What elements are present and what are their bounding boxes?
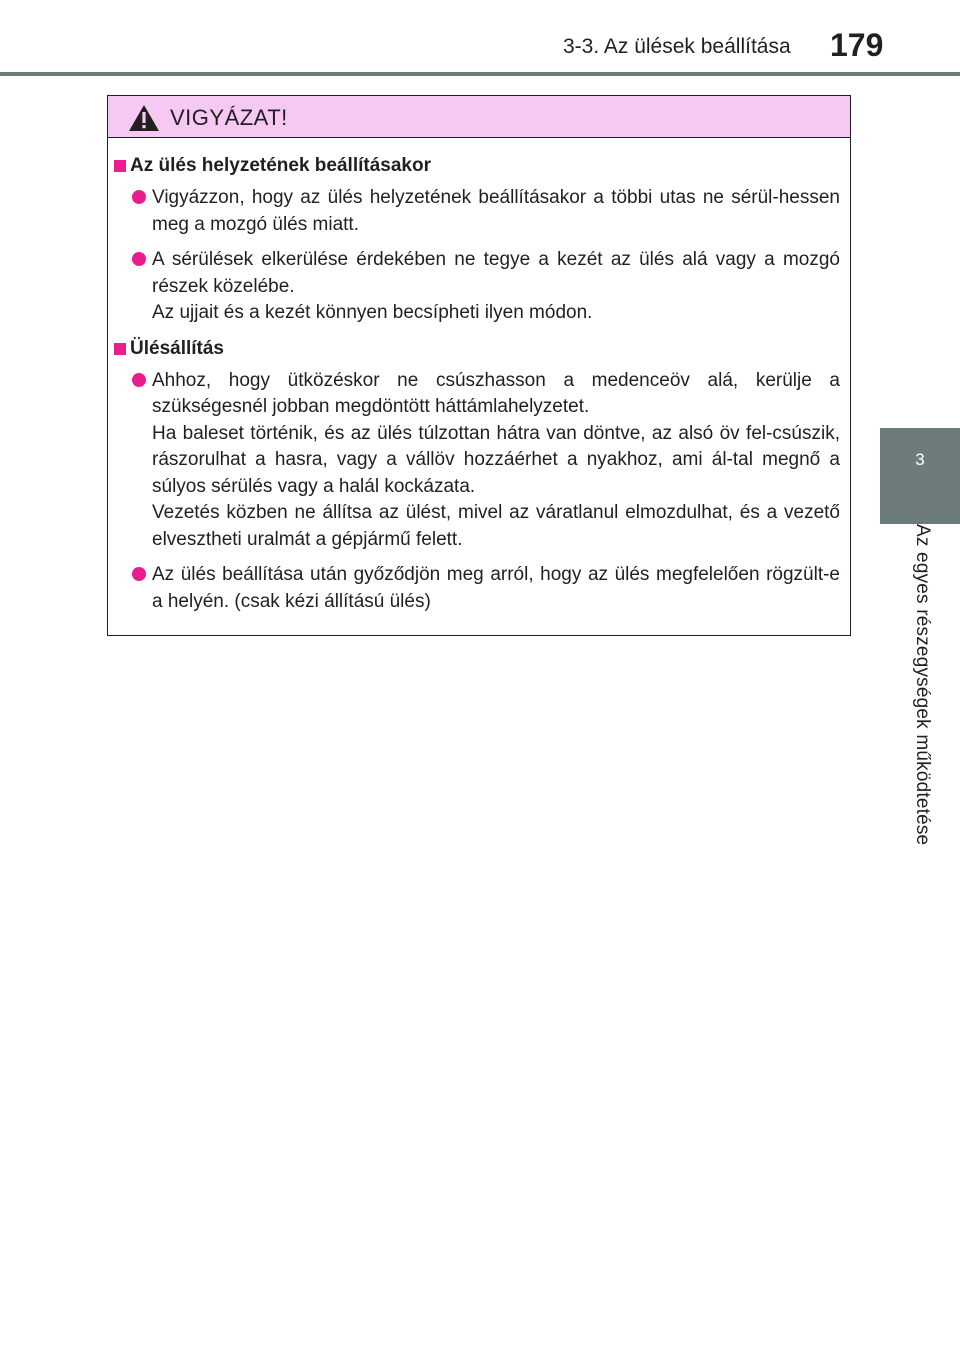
bullet-paragraph: Vezetés közben ne állítsa az ülést, mivel az váratlanul elmozdulhat, és a vezető elvesztheti uralmát a gépjármű felett. bbox=[152, 502, 840, 550]
round-bullet-icon bbox=[132, 190, 146, 204]
warning-title: VIGYÁZAT! bbox=[170, 105, 288, 130]
warning-body bbox=[108, 138, 850, 615]
bullet-paragraph: A sérülések elkerülése érdekében ne tegye a kezét az ülés alá vagy a mozgó részek közelébe. bbox=[152, 249, 840, 297]
round-bullet-icon bbox=[132, 373, 146, 387]
bullet-item bbox=[114, 368, 840, 554]
warning-box bbox=[107, 95, 851, 636]
warning-triangle-icon bbox=[128, 104, 160, 132]
square-bullet-icon bbox=[114, 343, 126, 355]
bullet-paragraph: Az ujjait és a kezét könnyen becsípheti ilyen módon. bbox=[152, 302, 593, 323]
chapter-tab bbox=[880, 428, 960, 524]
round-bullet-icon bbox=[132, 252, 146, 266]
round-bullet-icon bbox=[132, 567, 146, 581]
chapter-number: 3 bbox=[915, 450, 925, 469]
section-heading bbox=[114, 336, 840, 362]
bullet-paragraph: Ahhoz, hogy ütközéskor ne csúszhasson a medenceöv alá, kerülje a szükségesnél jobban megdöntött háttámlahelyzetet. bbox=[152, 369, 840, 417]
section-heading-text: Az ülés helyzetének beállításakor bbox=[130, 155, 431, 176]
bullet-paragraph: Ha baleset történik, és az ülés túlzottan hátra van döntve, az alsó öv fel-csúszik, rászorulhat a hasra, vagy a vállöv hozzáérhet a nyakhoz, ami ál-tal megnő a súlyos sérülés vagy a halál kockázata. bbox=[152, 422, 840, 497]
page-number: 179 bbox=[830, 27, 884, 63]
bullet-item bbox=[114, 185, 840, 238]
square-bullet-icon bbox=[114, 160, 126, 172]
chapter-caption: Az egyes részegységek működtetése bbox=[912, 524, 933, 846]
bullet-item bbox=[114, 247, 840, 327]
section-heading bbox=[114, 153, 840, 179]
bullet-paragraph: Az ülés beállítása után győződjön meg arról, hogy az ülés megfelelően rögzült-e a helyén. (csak kézi állítású ülés) bbox=[152, 564, 840, 612]
section-heading-text: Ülésállítás bbox=[130, 337, 224, 359]
header-rule bbox=[0, 72, 960, 76]
running-header-title: 3-3. Az ülések beállítása bbox=[563, 35, 791, 58]
bullet-item bbox=[114, 562, 840, 615]
bullet-paragraph: Vigyázzon, hogy az ülés helyzetének beállításakor a többi utas ne sérül-hessen meg a mozgó ülés miatt. bbox=[152, 187, 840, 235]
warning-header bbox=[108, 96, 850, 138]
